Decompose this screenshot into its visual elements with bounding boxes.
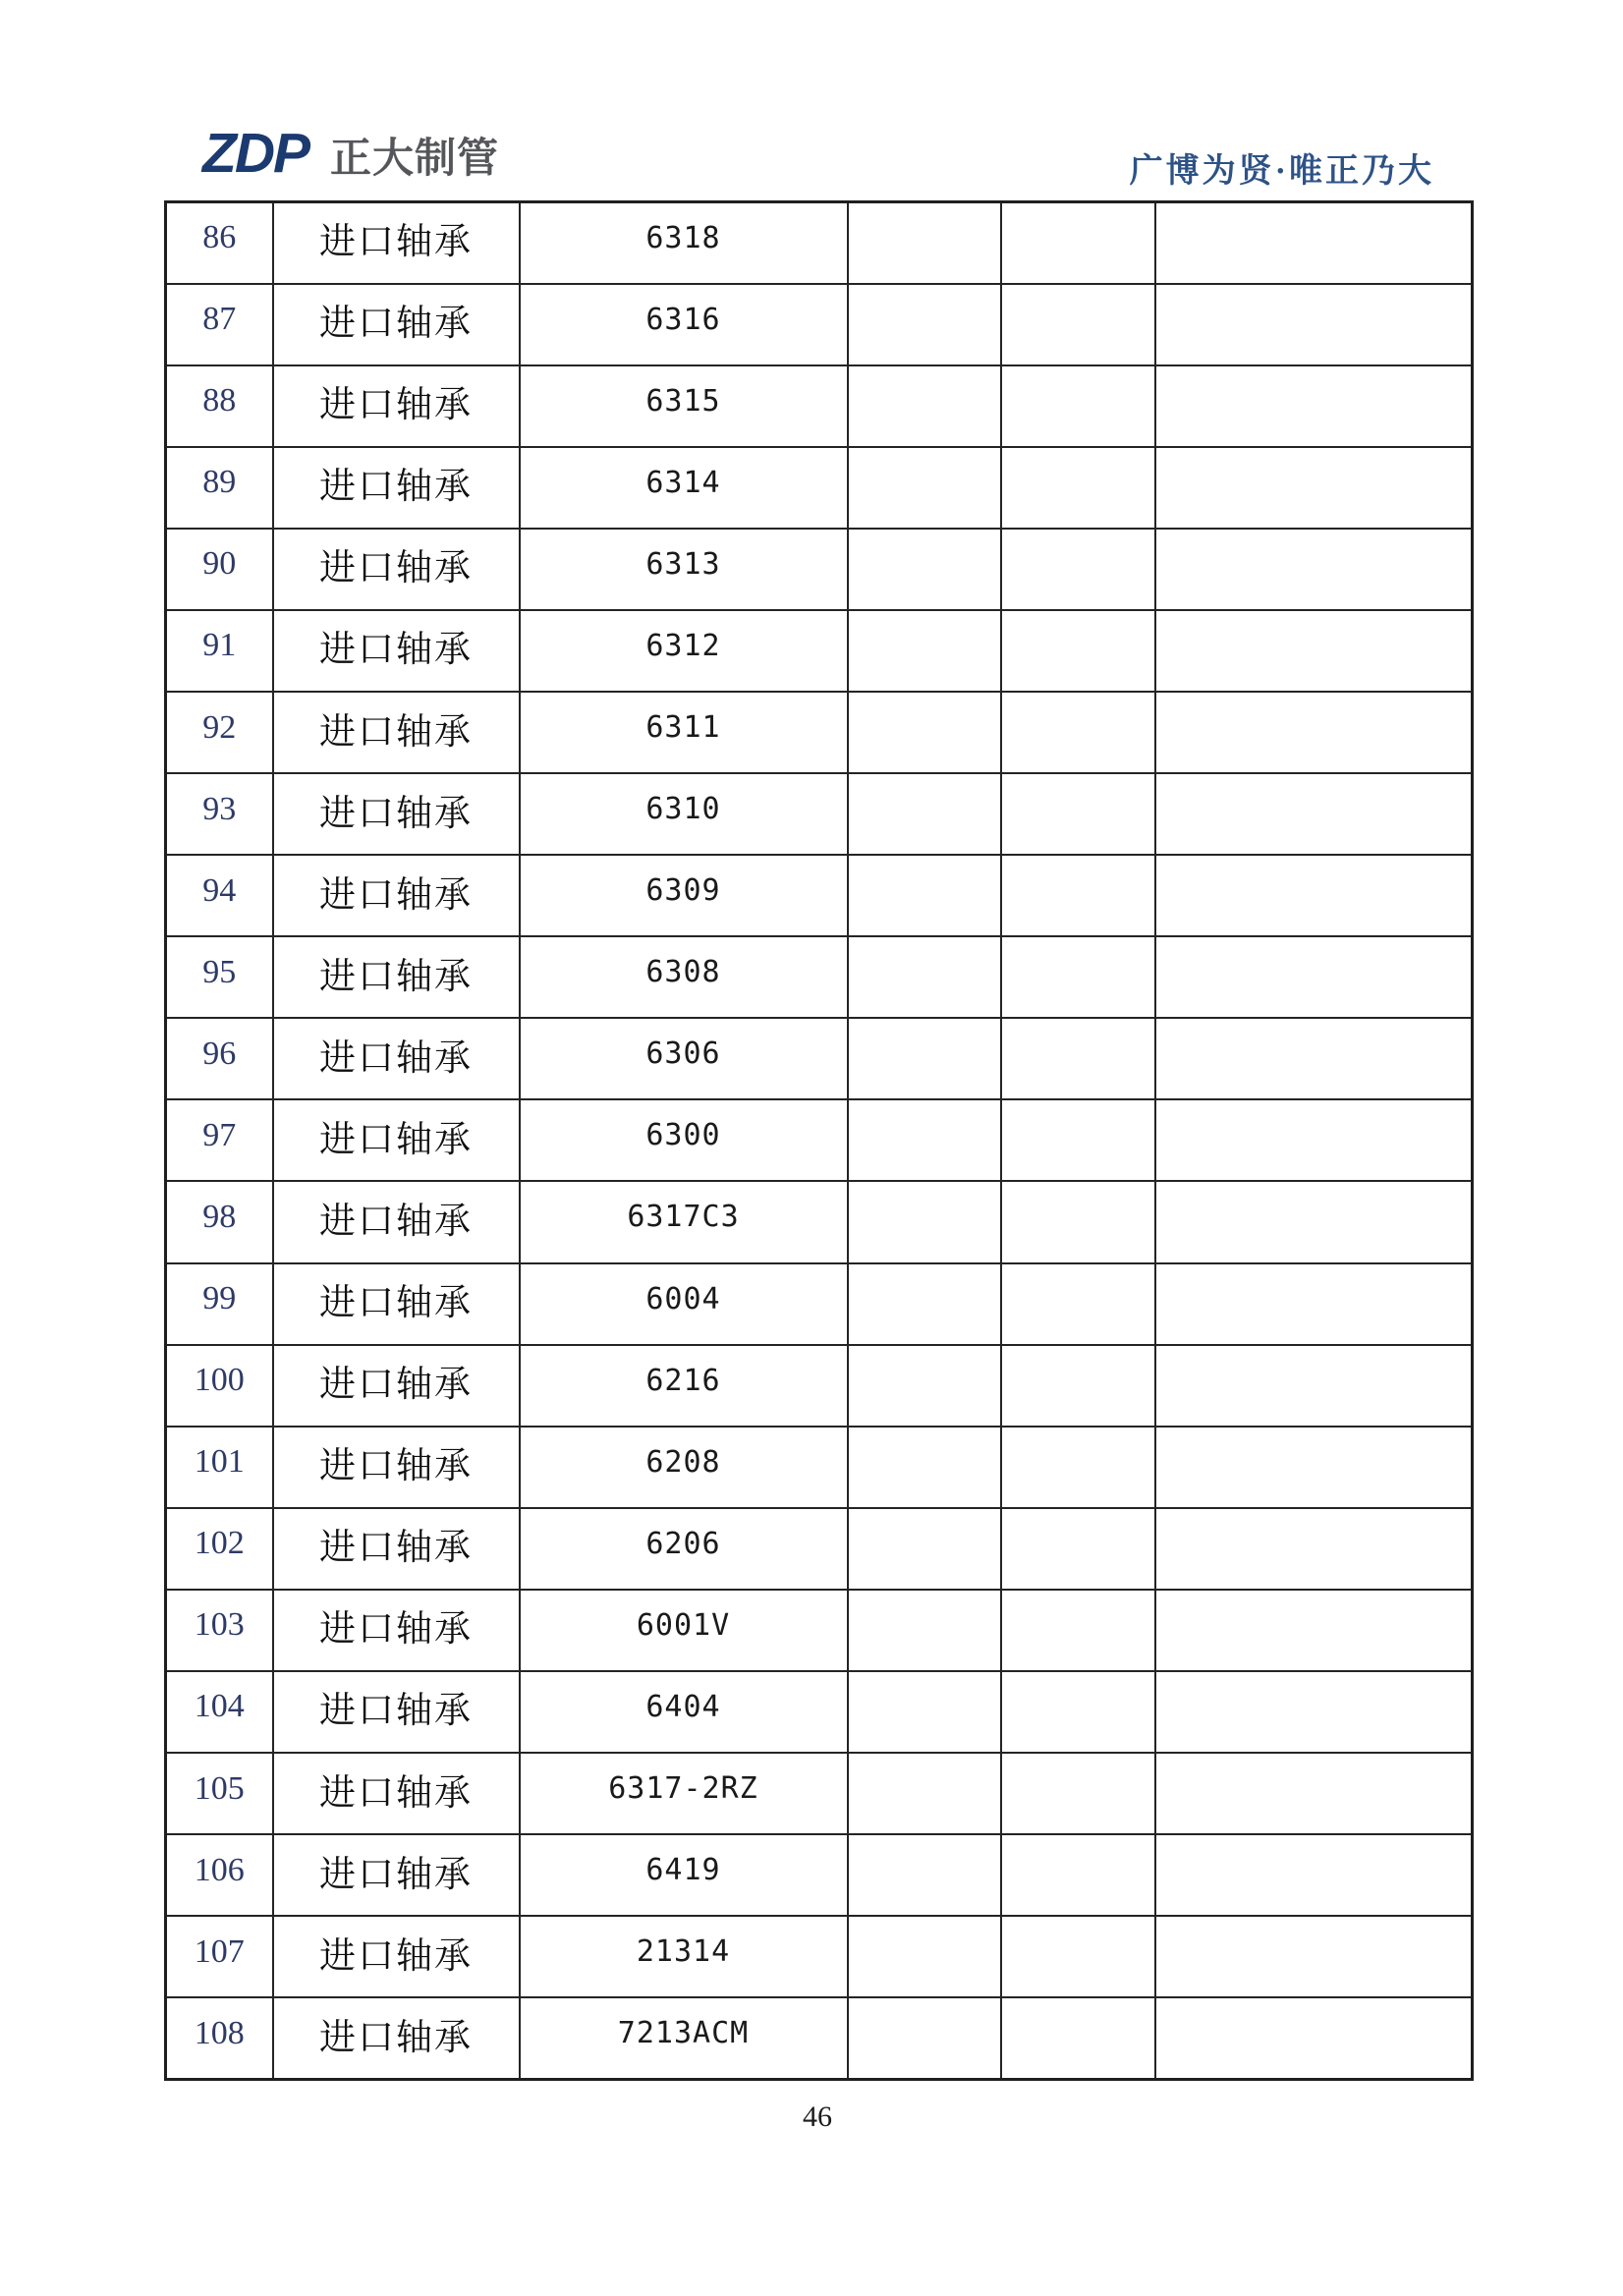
cell-empty-1 bbox=[848, 1916, 1001, 1997]
cell-empty-2 bbox=[1001, 202, 1155, 284]
cell-part-name: 进口轴承 bbox=[273, 1427, 520, 1508]
cell-model: 6306 bbox=[520, 1018, 848, 1099]
cell-part-name: 进口轴承 bbox=[273, 1671, 520, 1753]
cell-row-number: 88 bbox=[166, 365, 273, 447]
cell-empty-3 bbox=[1155, 1671, 1473, 1753]
cell-empty-1 bbox=[848, 447, 1001, 529]
company-logo bbox=[202, 122, 500, 185]
cell-empty-2 bbox=[1001, 1427, 1155, 1508]
logo-company-name: 正大制管 bbox=[330, 135, 500, 181]
table-row bbox=[166, 1263, 1473, 1345]
cell-row-number: 99 bbox=[166, 1263, 273, 1345]
cell-empty-1 bbox=[848, 529, 1001, 610]
cell-part-name: 进口轴承 bbox=[273, 610, 520, 692]
cell-model: 6317C3 bbox=[520, 1181, 848, 1262]
parts-table bbox=[164, 200, 1474, 2081]
cell-part-name: 进口轴承 bbox=[273, 692, 520, 773]
cell-model: 6310 bbox=[520, 773, 848, 855]
cell-empty-3 bbox=[1155, 202, 1473, 284]
cell-row-number: 100 bbox=[166, 1345, 273, 1427]
cell-part-name: 进口轴承 bbox=[273, 1508, 520, 1590]
table-row bbox=[166, 529, 1473, 610]
cell-row-number: 95 bbox=[166, 936, 273, 1018]
table-row bbox=[166, 1834, 1473, 1916]
cell-part-name: 进口轴承 bbox=[273, 284, 520, 365]
cell-model: 6419 bbox=[520, 1834, 848, 1916]
cell-empty-2 bbox=[1001, 855, 1155, 936]
cell-empty-1 bbox=[848, 610, 1001, 692]
cell-model: 6315 bbox=[520, 365, 848, 447]
cell-empty-3 bbox=[1155, 1508, 1473, 1590]
cell-empty-2 bbox=[1001, 610, 1155, 692]
cell-empty-2 bbox=[1001, 1099, 1155, 1181]
cell-model: 6316 bbox=[520, 284, 848, 365]
cell-empty-2 bbox=[1001, 1181, 1155, 1262]
table-row bbox=[166, 1671, 1473, 1753]
cell-empty-1 bbox=[848, 202, 1001, 284]
cell-part-name: 进口轴承 bbox=[273, 1916, 520, 1997]
header-slogan: 广博为贤·唯正乃大 bbox=[1129, 153, 1434, 190]
cell-empty-3 bbox=[1155, 936, 1473, 1018]
table-row bbox=[166, 447, 1473, 529]
cell-empty-1 bbox=[848, 855, 1001, 936]
cell-model: 6312 bbox=[520, 610, 848, 692]
table-row bbox=[166, 610, 1473, 692]
cell-row-number: 92 bbox=[166, 692, 273, 773]
logo-zdp-text: ZDP bbox=[202, 122, 308, 185]
cell-part-name: 进口轴承 bbox=[273, 1753, 520, 1834]
cell-model: 6208 bbox=[520, 1427, 848, 1508]
cell-model: 6216 bbox=[520, 1345, 848, 1427]
cell-empty-2 bbox=[1001, 1753, 1155, 1834]
table-row bbox=[166, 284, 1473, 365]
cell-model: 6300 bbox=[520, 1099, 848, 1181]
cell-empty-3 bbox=[1155, 284, 1473, 365]
cell-empty-2 bbox=[1001, 284, 1155, 365]
cell-empty-3 bbox=[1155, 855, 1473, 936]
table-row bbox=[166, 1997, 1473, 2079]
cell-model: 6309 bbox=[520, 855, 848, 936]
cell-empty-1 bbox=[848, 284, 1001, 365]
cell-empty-3 bbox=[1155, 365, 1473, 447]
cell-empty-1 bbox=[848, 1018, 1001, 1099]
cell-empty-1 bbox=[848, 365, 1001, 447]
cell-empty-2 bbox=[1001, 1916, 1155, 1997]
table-row bbox=[166, 365, 1473, 447]
cell-part-name: 进口轴承 bbox=[273, 529, 520, 610]
cell-empty-3 bbox=[1155, 1099, 1473, 1181]
cell-empty-2 bbox=[1001, 1508, 1155, 1590]
cell-empty-2 bbox=[1001, 1018, 1155, 1099]
cell-empty-1 bbox=[848, 1834, 1001, 1916]
cell-empty-3 bbox=[1155, 447, 1473, 529]
cell-empty-2 bbox=[1001, 1263, 1155, 1345]
table-row bbox=[166, 1018, 1473, 1099]
cell-model: 6004 bbox=[520, 1263, 848, 1345]
cell-empty-3 bbox=[1155, 1834, 1473, 1916]
cell-part-name: 进口轴承 bbox=[273, 1018, 520, 1099]
table-row bbox=[166, 1508, 1473, 1590]
cell-row-number: 86 bbox=[166, 202, 273, 284]
table-row bbox=[166, 1345, 1473, 1427]
cell-empty-3 bbox=[1155, 773, 1473, 855]
cell-empty-2 bbox=[1001, 773, 1155, 855]
table-row bbox=[166, 1753, 1473, 1834]
cell-empty-1 bbox=[848, 1345, 1001, 1427]
cell-empty-2 bbox=[1001, 447, 1155, 529]
cell-row-number: 97 bbox=[166, 1099, 273, 1181]
cell-row-number: 107 bbox=[166, 1916, 273, 1997]
cell-empty-2 bbox=[1001, 1590, 1155, 1671]
cell-empty-1 bbox=[848, 1590, 1001, 1671]
cell-empty-3 bbox=[1155, 1018, 1473, 1099]
table-row bbox=[166, 1590, 1473, 1671]
cell-part-name: 进口轴承 bbox=[273, 365, 520, 447]
table-row bbox=[166, 1916, 1473, 1997]
cell-empty-1 bbox=[848, 1508, 1001, 1590]
table-row bbox=[166, 692, 1473, 773]
cell-empty-3 bbox=[1155, 1427, 1473, 1508]
table-row bbox=[166, 773, 1473, 855]
cell-empty-3 bbox=[1155, 610, 1473, 692]
cell-part-name: 进口轴承 bbox=[273, 447, 520, 529]
cell-empty-1 bbox=[848, 1753, 1001, 1834]
cell-model: 7213ACM bbox=[520, 1997, 848, 2079]
page-number: 46 bbox=[803, 2100, 832, 2133]
cell-model: 6308 bbox=[520, 936, 848, 1018]
cell-empty-3 bbox=[1155, 1916, 1473, 1997]
cell-model: 6311 bbox=[520, 692, 848, 773]
cell-empty-3 bbox=[1155, 529, 1473, 610]
cell-empty-2 bbox=[1001, 936, 1155, 1018]
cell-part-name: 进口轴承 bbox=[273, 855, 520, 936]
cell-empty-1 bbox=[848, 936, 1001, 1018]
cell-row-number: 103 bbox=[166, 1590, 273, 1671]
cell-row-number: 105 bbox=[166, 1753, 273, 1834]
cell-empty-2 bbox=[1001, 365, 1155, 447]
cell-row-number: 93 bbox=[166, 773, 273, 855]
cell-row-number: 90 bbox=[166, 529, 273, 610]
cell-model: 6314 bbox=[520, 447, 848, 529]
cell-row-number: 104 bbox=[166, 1671, 273, 1753]
cell-part-name: 进口轴承 bbox=[273, 1263, 520, 1345]
table-row bbox=[166, 855, 1473, 936]
cell-row-number: 108 bbox=[166, 1997, 273, 2079]
cell-part-name: 进口轴承 bbox=[273, 1181, 520, 1262]
cell-empty-3 bbox=[1155, 1263, 1473, 1345]
table-row bbox=[166, 936, 1473, 1018]
cell-model: 6206 bbox=[520, 1508, 848, 1590]
cell-empty-1 bbox=[848, 1427, 1001, 1508]
cell-model: 6404 bbox=[520, 1671, 848, 1753]
cell-part-name: 进口轴承 bbox=[273, 773, 520, 855]
cell-row-number: 101 bbox=[166, 1427, 273, 1508]
cell-row-number: 106 bbox=[166, 1834, 273, 1916]
cell-empty-1 bbox=[848, 1263, 1001, 1345]
cell-model: 21314 bbox=[520, 1916, 848, 1997]
table-row bbox=[166, 1181, 1473, 1262]
cell-row-number: 96 bbox=[166, 1018, 273, 1099]
cell-model: 6313 bbox=[520, 529, 848, 610]
cell-empty-2 bbox=[1001, 1345, 1155, 1427]
cell-part-name: 进口轴承 bbox=[273, 202, 520, 284]
cell-empty-1 bbox=[848, 1997, 1001, 2079]
cell-part-name: 进口轴承 bbox=[273, 1834, 520, 1916]
cell-empty-1 bbox=[848, 1099, 1001, 1181]
cell-model: 6318 bbox=[520, 202, 848, 284]
table-row bbox=[166, 1099, 1473, 1181]
cell-row-number: 98 bbox=[166, 1181, 273, 1262]
cell-row-number: 94 bbox=[166, 855, 273, 936]
cell-empty-3 bbox=[1155, 1345, 1473, 1427]
cell-empty-3 bbox=[1155, 692, 1473, 773]
cell-model: 6001V bbox=[520, 1590, 848, 1671]
cell-row-number: 87 bbox=[166, 284, 273, 365]
table-row bbox=[166, 1427, 1473, 1508]
cell-part-name: 进口轴承 bbox=[273, 1590, 520, 1671]
cell-empty-1 bbox=[848, 1671, 1001, 1753]
cell-part-name: 进口轴承 bbox=[273, 936, 520, 1018]
cell-part-name: 进口轴承 bbox=[273, 1997, 520, 2079]
cell-empty-3 bbox=[1155, 1997, 1473, 2079]
cell-empty-1 bbox=[848, 1181, 1001, 1262]
parts-table-body bbox=[166, 202, 1473, 2080]
table-row bbox=[166, 202, 1473, 284]
cell-empty-1 bbox=[848, 692, 1001, 773]
cell-row-number: 89 bbox=[166, 447, 273, 529]
cell-row-number: 91 bbox=[166, 610, 273, 692]
cell-model: 6317-2RZ bbox=[520, 1753, 848, 1834]
cell-part-name: 进口轴承 bbox=[273, 1099, 520, 1181]
cell-part-name: 进口轴承 bbox=[273, 1345, 520, 1427]
cell-row-number: 102 bbox=[166, 1508, 273, 1590]
cell-empty-3 bbox=[1155, 1753, 1473, 1834]
cell-empty-2 bbox=[1001, 529, 1155, 610]
cell-empty-3 bbox=[1155, 1590, 1473, 1671]
cell-empty-2 bbox=[1001, 1997, 1155, 2079]
cell-empty-1 bbox=[848, 773, 1001, 855]
cell-empty-3 bbox=[1155, 1181, 1473, 1262]
cell-empty-2 bbox=[1001, 1671, 1155, 1753]
cell-empty-2 bbox=[1001, 1834, 1155, 1916]
cell-empty-2 bbox=[1001, 692, 1155, 773]
